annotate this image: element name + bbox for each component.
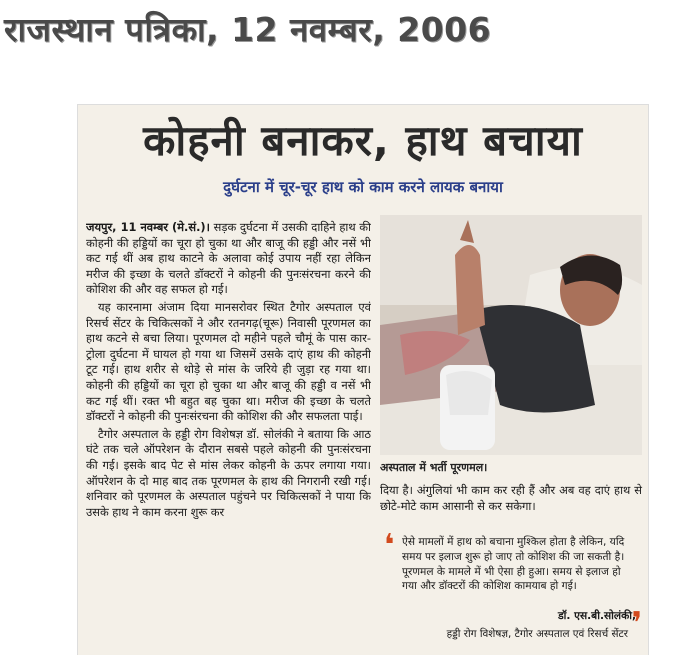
doctor-quote-box: [380, 528, 642, 650]
quote-author: डॉ. एस.बी.सोलंकी,: [558, 610, 636, 622]
closing-quote-mark-icon: ❜: [631, 606, 642, 641]
news-clipping: [78, 105, 648, 655]
article-subheadline: दुर्घटना में चूर-चूर हाथ को काम करने लायक बनाया: [223, 178, 503, 196]
newspaper-masthead: राजस्थान पत्रिका, 12 नवम्बर, 2006: [4, 10, 492, 49]
patient-photo: [380, 215, 642, 455]
opening-quote-mark-icon: ❛: [384, 528, 395, 563]
patient-in-hospital-bed-image: [380, 215, 642, 455]
quote-author-role: हड्डी रोग विशेषज्ञ, टैगोर अस्पताल एवं रिसर्च सेंटर: [446, 628, 628, 640]
article-paragraph: टैगोर अस्पताल के हड्डी रोग विशेषज्ञ डॉ. सोलंकी ने बताया कि आठ घंटे तक चले ऑपरेशन के दौरान सबसे पहले कोहनी की पुनःसंरचना की गई। इसके बाद पेट से मांस लेकर कोहनी के ऊपर लगाया गया। ऑपरेशन के दो माह बाद तक पूरणमल के हाथ की निगरानी रखी गई। शनिवार को पूरणमल के अस्पताल पहुंचने पर चिकित्सकों ने पाया कि उसके हाथ ने काम करना शुरू कर: [86, 426, 371, 519]
article-paragraph: [86, 220, 371, 298]
article-body-left-column: [86, 220, 371, 655]
article-paragraph: यह कारनामा अंजाम दिया मानसरोवर स्थित टैगोर अस्पताल एवं रिसर्च सेंटर के चिकित्सकों ने और रतनगढ़(चूरू) निवासी पूरणमल का हाथ कटने से बचा लिया। पूरणमल दो महीने पहले चौमूं के पास कार-ट्रोला दुर्घटना में घायल हो गया था जिसमें उसके दाएं हाथ की कोहनी टूट गई। हाथ शरीर से थोड़े से मांस के जरिये ही जुड़ा रह गया था। कोहनी की हड्डियों का चूरा हो चुका था और बाजू की हड्डी व नसें भी कट गई थीं। रक्त भी बहुत बह चुका था। मरीज की इच्छा के चलते डॉक्टरों ने कोहनी की पुनःसंरचना की कोशिश की और सफलता पाई।: [86, 299, 371, 424]
photo-caption: अस्पताल में भर्ती पूरणमल।: [380, 461, 488, 474]
article-continuation: दिया है। अंगुलियां भी काम कर रही हैं और अब वह दाएं हाथ से छोटे-मोटे काम आसानी से कर सकेगा।: [380, 483, 642, 513]
paragraph-text: सड़क दुर्घटना में उसकी दाहिने हाथ की कोहनी की हड्डियों का चूरा हो चुका था और बाजू की हड्डी और नसें भी कट गई थीं अब हाथ काटने के अलावा कोई उपाय नहीं रहा लेकिन मरीज की इच्छा के चलते डॉक्टरों ने कोहनी की पुनःसंरचना करने की कोशिश की और वह सफल हो गई।: [86, 220, 371, 297]
article-dateline: जयपुर, 11 नवम्बर (मे.सं.)।: [86, 220, 210, 234]
quote-text: ऐसे मामलों में हाथ को बचाना मुश्किल होता है लेकिन, यदि समय पर इलाज शुरू हो जाए तो कोशिश की जा सकती है। पूरणमल के मामले में भी ऐसा ही हुआ। समय से इलाज हो गया और डॉक्टरों की कोशिश कामयाब हो गई।: [402, 536, 625, 593]
article-headline: कोहनी बनाकर, हाथ बचाया: [143, 116, 583, 165]
